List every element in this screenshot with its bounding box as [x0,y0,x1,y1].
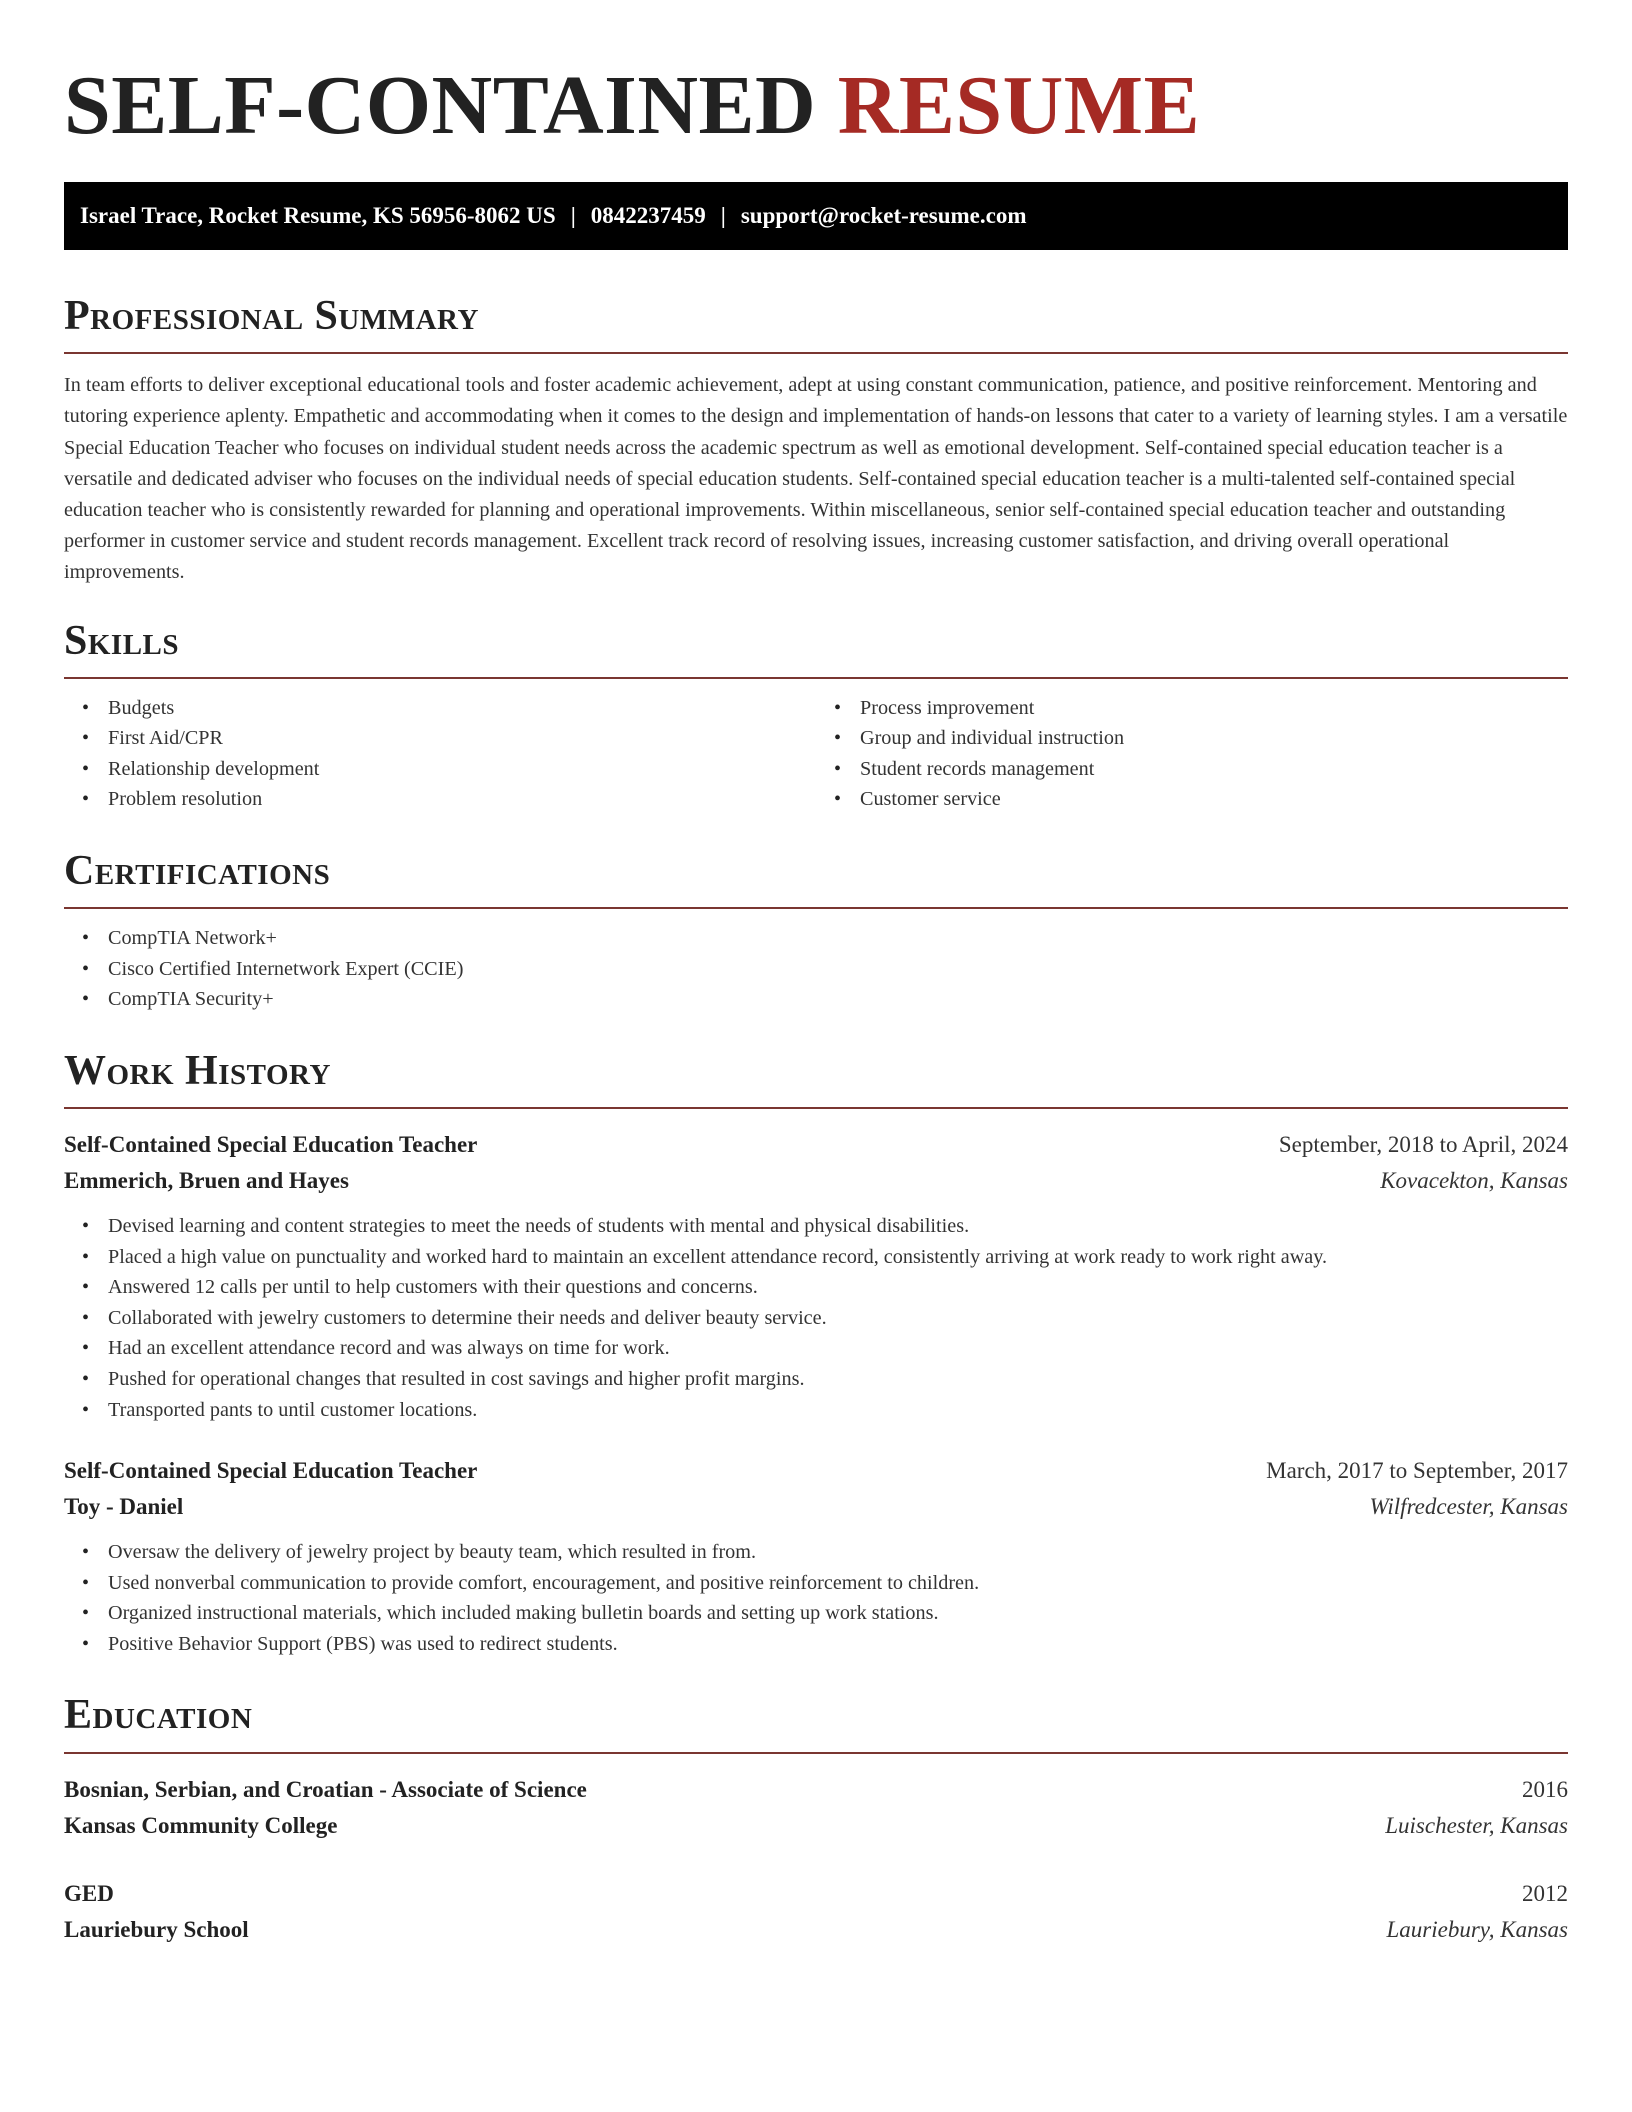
education-heading: Education [64,1693,1568,1753]
work-heading: Work History [64,1049,1568,1109]
education-school-row [64,1808,1568,1844]
education-school: Kansas Community College [64,1812,338,1838]
resume-title [64,56,1568,152]
skill-item: • Student records management [860,754,1568,785]
job-role: Self-Contained Special Education Teacher [64,1458,478,1484]
skill-item: • Problem resolution [108,784,816,815]
education-year: 2016 [1522,1776,1568,1802]
job-bullet: • Collaborated with jewelry customers to determine their needs and deliver beauty service. [108,1303,1568,1334]
job-bullets [64,1537,1568,1659]
summary-heading: Professional Summary [64,294,1568,354]
job-bullet: • Answered 12 calls per until to help customers with their questions and concerns. [108,1272,1568,1303]
skill-item: • First Aid/CPR [108,723,816,754]
skill-item: • Group and individual instruction [860,723,1568,754]
job-company-row [64,1489,1568,1525]
summary-text: In team efforts to deliver exceptional educational tools and foster academic achievement, adept at using constant communication, patience, and positive reinforcement. Mentoring and tutoring experience aplenty. Empathetic and accommodating when it comes to the design and implementation of hands-on lessons that cater to a variety of learning styles. I am a versatile Special Education Teacher who focuses on individual student needs across the academic spectrum as well as emotional development. Self-contained special education teacher is a versatile and dedicated adviser who focuses on the individual needs of special education students. Self-contained special education teacher is a multi-talented self-contained special education teacher who is consistently rewarded for planning and operational improvements. Within miscellaneous, senior self-contained special education teacher and outstanding performer in customer service and student records management. Excellent track record of resolving issues, increasing customer satisfaction, and driving overall operational improvements. [64,374,1568,584]
education-degree: Bosnian, Serbian, and Croatian - Associate of Science [64,1776,587,1802]
resume-title-part1: SELF-CONTAINED [64,59,817,152]
work-section [64,1049,1568,1660]
resume-title-part2: RESUME [837,59,1201,152]
skill-item: • Relationship development [108,754,816,785]
education-location: Luischester, Kansas [1385,1812,1568,1838]
job-location: Wilfredcester, Kansas [1369,1494,1568,1520]
education-entry [64,1876,1568,1948]
skills-grid [64,679,1568,815]
job-company-row [64,1163,1568,1199]
education-degree-row [64,1876,1568,1912]
certification-item: • CompTIA Network+ [108,923,1568,954]
education-school: Lauriebury School [64,1916,249,1942]
job-bullet: • Devised learning and content strategies to meet the needs of students with mental and physical disabilities. [108,1211,1568,1242]
job-title-row [64,1453,1568,1489]
certifications-list [64,923,1568,1015]
job-bullet: • Placed a high value on punctuality and worked hard to maintain an excellent attendance record, consistently arriving at work ready to work right away. [108,1242,1568,1273]
summary-section [64,294,1568,589]
certification-item: • Cisco Certified Internetwork Expert (CCIE) [108,954,1568,985]
job-bullet: • Positive Behavior Support (PBS) was used to redirect students. [108,1629,1568,1660]
certification-item: • CompTIA Security+ [108,984,1568,1015]
contact-phone: 0842237459 [590,203,706,228]
contact-address: Israel Trace, Rocket Resume, KS 56956-8062 US [80,203,556,228]
skills-heading: Skills [64,619,1568,679]
job-role: Self-Contained Special Education Teacher [64,1131,478,1157]
contact-separator: | [570,203,576,228]
job-dates: September, 2018 to April, 2024 [1278,1131,1568,1157]
skills-list-right [816,693,1568,815]
job-title-row [64,1127,1568,1163]
contact-separator: | [720,203,726,228]
education-entry [64,1772,1568,1844]
education-degree-row [64,1772,1568,1808]
job-bullet: • Oversaw the delivery of jewelry project by beauty team, which resulted in from. [108,1537,1568,1568]
skills-list-left [64,693,816,815]
job-entry [64,1453,1568,1659]
job-bullet: • Pushed for operational changes that resulted in cost savings and higher profit margins. [108,1364,1568,1395]
skill-item: • Process improvement [860,693,1568,724]
contact-email[interactable]: support@rocket-resume.com [740,203,1027,228]
education-school-row [64,1912,1568,1948]
contact-bar [64,182,1568,250]
job-bullet: • Used nonverbal communication to provide comfort, encouragement, and positive reinforcement to children. [108,1568,1568,1599]
job-bullet: • Transported pants to until customer locations. [108,1395,1568,1426]
job-company: Toy - Daniel [64,1494,184,1520]
job-dates: March, 2017 to September, 2017 [1266,1458,1568,1484]
education-year: 2012 [1522,1880,1568,1906]
education-location: Lauriebury, Kansas [1386,1916,1568,1942]
education-section [64,1693,1568,1947]
job-bullets [64,1211,1568,1425]
skills-section [64,619,1568,815]
job-bullet: • Had an excellent attendance record and was always on time for work. [108,1333,1568,1364]
skill-item: • Customer service [860,784,1568,815]
skill-item: • Budgets [108,693,816,724]
education-degree: GED [64,1880,114,1906]
certifications-section [64,849,1568,1015]
certifications-heading: Certifications [64,849,1568,909]
job-bullet: • Organized instructional materials, which included making bulletin boards and setting up work stations. [108,1598,1568,1629]
job-location: Kovacekton, Kansas [1380,1167,1568,1193]
job-company: Emmerich, Bruen and Hayes [64,1167,349,1193]
job-entry [64,1127,1568,1425]
